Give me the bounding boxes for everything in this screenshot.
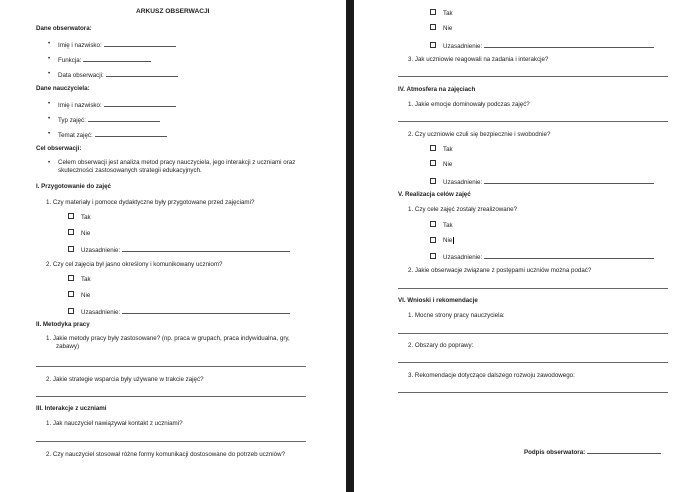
- checkbox-icon: [68, 308, 74, 314]
- answer-line[interactable]: [398, 76, 668, 77]
- answer-line[interactable]: [398, 362, 668, 363]
- section4-question-1: 1. Jakie emocje dominowały podczas zajęć?: [408, 101, 530, 108]
- answer-line[interactable]: [398, 121, 668, 122]
- observer-role-field[interactable]: • Funkcja:: [58, 55, 151, 65]
- s1q2-no-option[interactable]: Nie: [68, 292, 90, 300]
- section6-question-3: 3. Rekomendacje dotyczące dalszego rozwoju zawodowego:: [408, 372, 575, 379]
- goal-heading: Cel obserwacji:: [36, 145, 82, 152]
- checkbox-icon: [68, 275, 74, 281]
- section5-question-2: 2. Jakie obserwacje związane z postępami uczniów można podać?: [408, 267, 592, 274]
- s4q2-yes-option[interactable]: Tak: [430, 146, 453, 154]
- section1-question-1: 1. Czy materiały i pomoce dydaktyczne były przygotowane przed zajęciami?: [46, 199, 255, 206]
- checkbox-icon: [430, 42, 436, 48]
- checkbox-icon: [430, 221, 436, 227]
- s3q2-no-option[interactable]: Nie: [430, 25, 452, 33]
- s1q1-no-option[interactable]: Nie: [68, 230, 90, 238]
- section1-question-2: 2. Czy cel zajęcia był jasno określony i komunikowany uczniom?: [46, 261, 223, 268]
- section4-question-2: 2. Czy uczniowie czuli się bezpiecznie i swobodnie?: [408, 131, 551, 138]
- section2-heading: II. Metodyka pracy: [36, 321, 90, 328]
- checkbox-icon: [68, 291, 74, 297]
- s3q2-yes-option[interactable]: Tak: [430, 10, 453, 18]
- section1-heading: I. Przygotowanie do zajęć: [36, 183, 111, 190]
- s4q2-no-option[interactable]: Nie: [430, 161, 452, 169]
- checkbox-icon: [430, 9, 436, 15]
- observer-name-field[interactable]: • Imię i nazwisko:: [58, 40, 176, 50]
- s1q1-yes-option[interactable]: Tak: [68, 214, 91, 222]
- s5q1-no-option[interactable]: Nie: [430, 237, 454, 245]
- section2-question-1: 1. Jakie metody pracy były zastosowane? (np. praca w grupach, praca indywidualna, gry, zabawy): [46, 335, 290, 350]
- section2-question-2: 2. Jakie strategie wsparcia były używane w trakcie zajęć?: [46, 376, 204, 383]
- s5q1-justification-field[interactable]: Uzasadnienie:: [430, 252, 654, 262]
- checkbox-icon: [68, 229, 74, 235]
- checkbox-icon: [430, 145, 436, 151]
- s4q2-justification-field[interactable]: Uzasadnienie:: [430, 177, 654, 187]
- signature-field[interactable]: Podpis obserwatora:: [524, 447, 661, 457]
- answer-line[interactable]: [36, 441, 306, 442]
- document-page-left: [0, 0, 346, 492]
- observation-date-field[interactable]: • Data obserwacji:: [58, 70, 178, 80]
- checkbox-icon: [68, 213, 74, 219]
- answer-line[interactable]: [36, 366, 306, 367]
- answer-line[interactable]: [398, 288, 668, 289]
- checkbox-icon: [430, 178, 436, 184]
- section6-question-2: 2. Obszary do poprawy:: [408, 342, 474, 349]
- document-page-right: [354, 0, 700, 492]
- s1q2-yes-option[interactable]: Tak: [68, 276, 91, 284]
- s1q2-justification-field[interactable]: Uzasadnienie:: [68, 307, 290, 317]
- section6-heading: VI. Wnioski i rekomendacje: [398, 297, 478, 304]
- document-title: ARKUSZ OBSERWACJI: [136, 8, 210, 15]
- section3-question-3: 3. Jak uczniowie reagowali na zadania i interakcje?: [408, 56, 549, 63]
- observer-heading: Dane obserwatora:: [36, 25, 92, 32]
- answer-line[interactable]: [36, 396, 306, 397]
- answer-line[interactable]: [398, 333, 668, 334]
- s3q2-justification-field[interactable]: Uzasadnienie:: [430, 41, 654, 51]
- s5q1-yes-option[interactable]: Tak: [430, 222, 453, 230]
- lesson-type-field[interactable]: • Typ zajęć:: [58, 115, 160, 125]
- text-cursor: [453, 237, 454, 244]
- teacher-name-field[interactable]: • Imię i nazwisko:: [58, 100, 176, 110]
- checkbox-icon: [430, 237, 436, 243]
- checkbox-icon: [430, 24, 436, 30]
- section4-heading: IV. Atmosfera na zajęciach: [398, 86, 476, 93]
- section3-question-2: 2. Czy nauczyciel stosował różne formy komunikacji dostosowane do potrzeb uczniów?: [46, 451, 286, 458]
- s1q1-justification-field[interactable]: Uzasadnienie:: [68, 245, 290, 255]
- section5-heading: V. Realizacja celów zajęć: [398, 191, 471, 198]
- teacher-heading: Dane nauczyciela:: [36, 85, 90, 92]
- section3-question-1: 1. Jak nauczyciel nawiązywał kontakt z uczniami?: [46, 420, 183, 427]
- goal-text: • Celem obserwacji jest analiza metod pracy nauczyciela, jego interakcji z uczniami oraz skuteczności zastosowanych strategii edukacyjnych.: [58, 159, 320, 175]
- checkbox-icon: [68, 246, 74, 252]
- checkbox-icon: [430, 160, 436, 166]
- checkbox-icon: [430, 253, 436, 259]
- section5-question-1: 1. Czy cele zajęć zostały zrealizowane?: [408, 206, 518, 213]
- section6-question-1: 1. Mocne strony pracy nauczyciela:: [408, 312, 505, 319]
- lesson-topic-field[interactable]: • Temat zajęć:: [58, 130, 167, 140]
- answer-line[interactable]: [398, 392, 668, 393]
- section3-heading: III. Interakcje z uczniami: [36, 405, 107, 412]
